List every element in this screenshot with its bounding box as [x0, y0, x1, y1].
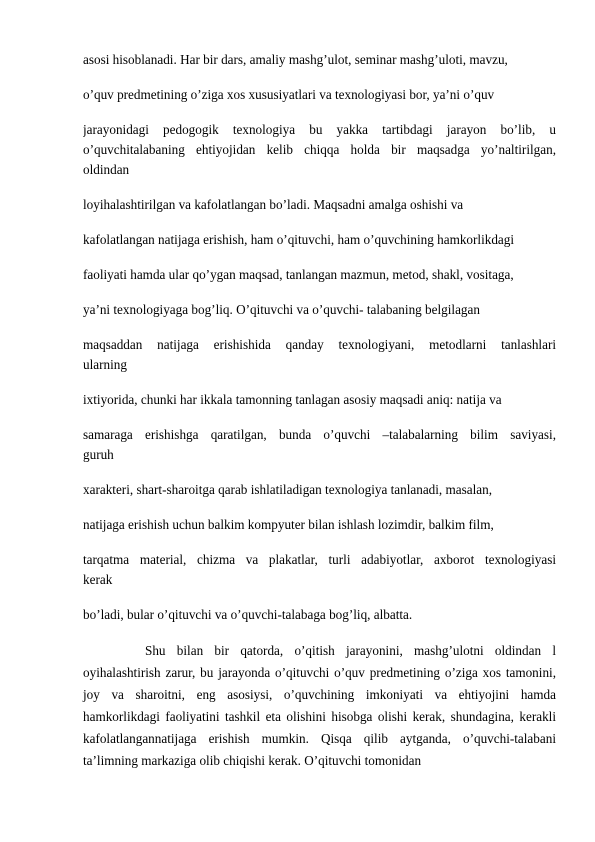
text-line: natijaga erishish uchun balkim kompyuter bilan ishlash lozimdir, balkim film,	[83, 517, 494, 532]
text-line: ularning	[83, 357, 127, 372]
text-line: bo’ladi, bular o’qituvchi va o’quvchi-talabaga bog’liq, albatta.	[83, 607, 413, 622]
text-line: o’quvchitalabaning ehtiyojidan kelib chiqqa holda bir maqsadga yo’naltirilgan,	[83, 142, 556, 157]
body-text	[83, 50, 556, 772]
text-line: asosi hisoblanadi. Har bir dars, amaliy mashg’ulot, seminar mashg’uloti, mavzu,	[83, 52, 508, 67]
text-line: tarqatma material, chizma va plakatlar, turli adabiyotlar, axborot texnologiyasi	[83, 552, 556, 567]
text-line: ixtiyorida, chunki har ikkala tamonning tanlagan asosiy maqsadi aniq: natija va	[83, 392, 502, 407]
text-line: jarayonidagi pedogogik texnologiya bu yakka tartibdagi jarayon bo’lib, u	[83, 122, 556, 137]
text-line: faoliyati hamda ular qo’ygan maqsad, tanlangan mazmun, metod, shakl, vositaga,	[83, 267, 514, 282]
text-line: kafolatlangan natijaga erishish, ham o’qituvchi, ham o’quvchining hamkorlikdagi	[83, 232, 515, 247]
text-line: kerak	[83, 572, 113, 587]
text-line: guruh	[83, 447, 114, 462]
text-line: oldindan	[83, 162, 130, 177]
text-line: maqsaddan natijaga erishishida qanday texnologiyani, metodlarni tanlashlari	[83, 337, 556, 352]
text-line: ya’ni texnologiyaga bog’liq. O’qituvchi va o’quvchi- talabaning belgilagan	[83, 302, 480, 317]
text-line: samaraga erishishga qaratilgan, bunda o’quvchi –talabalarning bilim saviyasi,	[83, 427, 556, 442]
text-line: o’quv predmetining o’ziga xos xususiyatlari va texnologiyasi bor, ya’ni o’quv	[83, 87, 495, 102]
text-line: loyihalashtirilgan va kafolatlangan bo’ladi. Maqsadni amalga oshishi va	[83, 197, 464, 212]
final-paragraph: Shu bilan bir qatorda, o’qitish jarayonini, mashg’ulotni oldindan l oyihalashtirish zarur, bu jarayonda o’qituvchi o’quv predmetining o’ziga xos tamonini, joy va sharoitni, eng asosiysi, o’quvchining imkoniyati va ehtiyojini hamda hamkorlikdagi faoliyatini tashkil eta olishini hisobga olishi kerak, shundagina, kerakli kafolatlangannatijaga erishish mumkin. Qisqa qilib aytganda, o’quvchi-talabani ta’limning markaziga olib chiqishi kerak. O’qituvchi tomonidan	[83, 643, 556, 768]
text-line: xarakteri, shart-sharoitga qarab ishlatiladigan texnologiya tanlanadi, masalan,	[83, 482, 493, 497]
